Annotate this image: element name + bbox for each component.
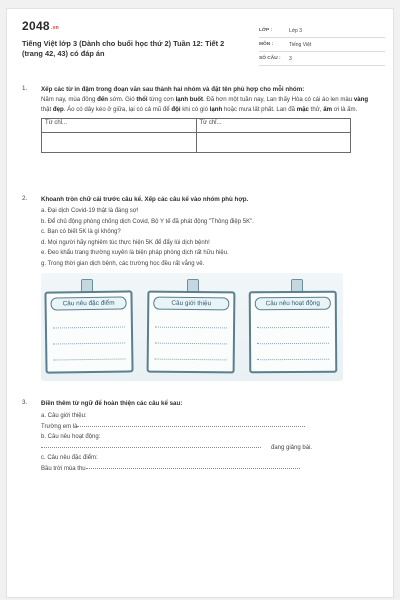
board-introduction[interactable]: Câu giới thiệu xyxy=(147,290,236,373)
fill-sentence[interactable]: Bầu trời mùa thu xyxy=(41,464,376,475)
blank-line[interactable] xyxy=(41,447,261,448)
meta-question-count: SỐ CÂU : 3 xyxy=(259,53,385,66)
bold-word: lạnh buốt xyxy=(175,96,203,103)
meta-class: LỚP : Lớp 3 xyxy=(259,25,385,38)
question-number: 2. xyxy=(22,195,28,202)
sentence-group-boards xyxy=(41,273,343,381)
passage-text: hoặc mưa lất phất. Lan đã xyxy=(222,105,297,113)
page-header xyxy=(22,19,382,69)
option-item[interactable]: a. Đại dịch Covid-19 thật là đáng sợ! xyxy=(41,208,139,214)
table-header-cell[interactable]: Từ chỉ... xyxy=(196,119,351,133)
sentence-label: c. Câu nêu đặc điểm: xyxy=(41,455,98,462)
bold-word: đến xyxy=(97,96,108,103)
passage-text: thật xyxy=(41,105,53,113)
question-number: 3. xyxy=(22,399,28,406)
sentence-label: a. Câu giới thiệu: xyxy=(41,413,87,419)
bold-word: đẹp xyxy=(52,105,64,113)
bold-word: đội xyxy=(171,105,181,113)
bold-word: mặc xyxy=(296,105,309,113)
table-header-cell[interactable]: Từ chỉ... xyxy=(42,119,197,133)
passage-text: từng cơn xyxy=(147,96,176,103)
bold-word: lạnh xyxy=(209,105,223,113)
passage-text: . Áo có dây kéo ở giữa, lại có cả mũ để xyxy=(63,105,172,113)
question-number: 1. xyxy=(22,85,28,92)
site-logo[interactable]: 2048.vn xyxy=(22,19,60,33)
passage xyxy=(41,95,376,114)
fill-sentence[interactable]: đang giảng bài. xyxy=(41,443,376,454)
passage-text: khi có gió xyxy=(180,105,210,113)
sentence-label: b. Câu nêu hoạt động: xyxy=(41,434,101,441)
board-activity[interactable]: Câu nêu hoạt động xyxy=(249,290,338,373)
passage-text: Năm nay, mùa đông xyxy=(41,96,98,103)
blank-line[interactable] xyxy=(86,468,300,469)
answer-cell[interactable] xyxy=(42,133,197,153)
blank-line[interactable] xyxy=(77,426,305,427)
answer-table xyxy=(41,118,351,153)
question-title: Xếp các từ in đậm trong đoạn văn sau thành hai nhóm và đặt tên phù hợp cho mỗi nhóm: xyxy=(41,86,305,93)
document-title: Tiếng Việt lớp 3 (Dành cho buổi học thứ 2) Tuần 12: Tiết 2 (trang 42, 43) có đáp án xyxy=(22,39,225,58)
document-meta xyxy=(259,25,385,67)
bold-word: thổi xyxy=(136,96,148,103)
bold-word: ấm xyxy=(323,105,332,113)
board-characteristic[interactable]: Câu nêu đặc điểm xyxy=(44,290,133,373)
option-item[interactable]: c. Bạn có biết 5K là gì không? xyxy=(41,229,121,236)
meta-subject: MÔN : Tiếng Việt xyxy=(259,39,385,52)
option-item[interactable]: b. Để chủ động phòng chống dịch Covid, Bộ Y tế đã phát động "Thông điệp 5K". xyxy=(41,218,254,225)
worksheet-page xyxy=(6,8,394,598)
question-title: Khoanh tròn chữ cái trước câu kể. Xếp các câu kể vào nhóm phù hợp. xyxy=(41,196,249,203)
fill-sentence[interactable]: Trường em là xyxy=(41,422,376,433)
option-item[interactable]: e. Đeo khẩu trang thường xuyên là biện pháp phòng dịch rất hữu hiệu. xyxy=(41,250,229,257)
bold-word: vàng xyxy=(353,96,369,103)
option-item[interactable]: d. Mọi người hãy nghiêm túc thực hiện 5K để đẩy lùi dịch bệnh! xyxy=(41,239,210,246)
passage-text: ơi là ấm. xyxy=(332,105,358,113)
passage-text: sớm. Gió xyxy=(107,96,137,103)
passage-text: . Đã hơn một tuần nay, Lan thấy Hòa có cái áo len màu xyxy=(203,96,354,103)
passage-text: thử, xyxy=(308,105,324,113)
answer-cell[interactable] xyxy=(196,133,351,153)
question-title: Điền thêm từ ngữ để hoàn thiện các câu kể sau: xyxy=(41,400,183,407)
option-item[interactable]: g. Trong thời gian dịch bệnh, các trường học đều rất vắng vẻ. xyxy=(41,260,205,267)
